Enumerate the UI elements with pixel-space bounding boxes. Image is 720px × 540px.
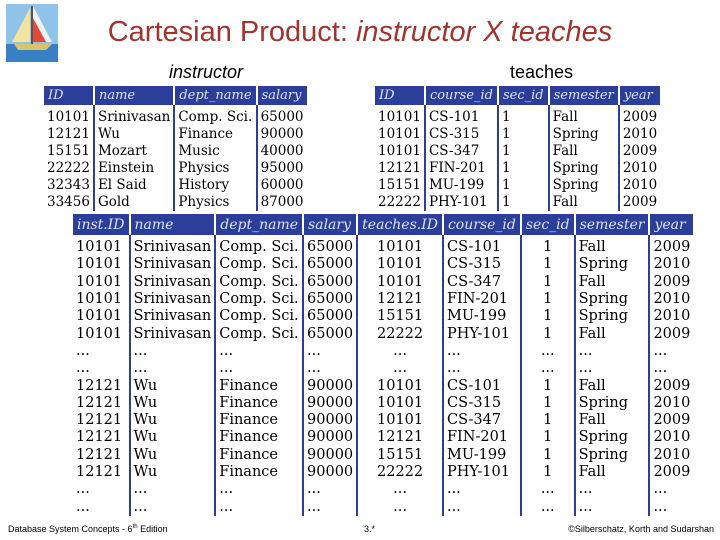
table-cell: 12121 [358, 291, 444, 308]
column-header: semester [550, 86, 620, 105]
table-cell: 22222 [358, 325, 444, 342]
table-cell: ... [653, 498, 668, 515]
table-cell: Spring [550, 177, 620, 194]
table-cell: Mozart [95, 143, 175, 160]
table-cell: Spring [576, 256, 651, 273]
table-cell: Comp. Sci. [216, 325, 304, 342]
table-cell: ... [444, 343, 522, 360]
table-row [73, 481, 693, 498]
table-cell: Spring [576, 395, 651, 412]
table-cell: 10101 [73, 308, 131, 325]
table-cell: Spring [550, 160, 620, 177]
table-cell: ... [576, 481, 651, 498]
table-cell: 15151 [375, 177, 426, 194]
table-cell: Srinivasan [95, 109, 175, 126]
table-cell: 90000 [304, 395, 358, 412]
table-cell: 2010 [653, 446, 691, 463]
table-cell: 2009 [653, 273, 691, 290]
table-row [73, 447, 693, 464]
table-cell: ... [131, 498, 217, 515]
table-cell: 10101 [358, 395, 444, 412]
slide-number: 3.* [364, 524, 376, 534]
table-cell: 10101 [358, 239, 444, 256]
table-cell: 2010 [653, 429, 691, 446]
table-cell: 10101 [375, 143, 426, 160]
table-cell: ... [358, 343, 444, 360]
table-cell: 2009 [653, 239, 691, 256]
table-cell: ... [131, 360, 217, 377]
table-cell: ... [444, 498, 522, 515]
table-cell: CS-101 [444, 377, 522, 394]
table-cell: 1 [522, 429, 576, 446]
table-cell: ... [73, 360, 131, 377]
table-cell: 1 [499, 126, 550, 143]
table-cell: Srinivasan [131, 256, 217, 273]
table-row [73, 291, 693, 308]
table-cell: 90000 [304, 447, 358, 464]
table-cell: CS-347 [444, 412, 522, 429]
table-cell: 1 [499, 194, 550, 211]
table-cell: 2009 [653, 464, 691, 480]
table-cell: ... [522, 360, 576, 377]
table-cell: Fall [550, 194, 620, 211]
table-row [44, 177, 307, 194]
teaches-table [375, 86, 675, 210]
table-cell: 12121 [44, 126, 95, 143]
table-cell: 1 [522, 377, 576, 394]
slide-title [0, 16, 720, 49]
table-cell: 12121 [375, 160, 426, 177]
table-cell: Comp. Sci. [216, 308, 304, 325]
table-cell: 10101 [375, 109, 426, 126]
table-cell: History [175, 177, 257, 194]
table-cell: 15151 [358, 308, 444, 325]
title-expression: instructor X teaches [355, 16, 613, 48]
table-cell: ... [131, 481, 217, 498]
table-cell: El Said [95, 177, 175, 194]
table-cell: 90000 [304, 377, 358, 394]
table-cell: Wu [131, 464, 217, 481]
footer-copyright: ©Silberschatz, Korth and Sudarshan [568, 524, 714, 534]
column-header: teaches.ID [358, 214, 444, 235]
table-cell: 10101 [73, 325, 131, 342]
table-cell: 2010 [653, 256, 691, 273]
table-cell: 90000 [304, 429, 358, 446]
footer-book-suffix: Edition [137, 524, 168, 534]
table-row [73, 325, 693, 342]
title-prefix: Cartesian Product: [107, 16, 356, 48]
table-cell: Srinivasan [131, 325, 217, 342]
column-header: name [131, 214, 217, 235]
table-cell: 10101 [44, 109, 95, 126]
table-cell: Comp. Sci. [216, 291, 304, 308]
table-cell: ... [304, 498, 358, 515]
table-cell: 87000 [260, 194, 304, 210]
table-row [73, 412, 693, 429]
table-cell: 1 [499, 177, 550, 194]
table-cell: 10101 [375, 126, 426, 143]
table-cell: PHY-101 [444, 464, 522, 481]
table-cell: Srinivasan [131, 274, 217, 291]
table-cell: ... [73, 498, 131, 515]
table-cell: 1 [522, 325, 576, 342]
table-cell: Fall [576, 377, 651, 394]
footer-book-sup: th [132, 524, 138, 530]
table-cell: Finance [175, 126, 257, 143]
column-header: semester [576, 214, 651, 235]
table-row [73, 429, 693, 446]
table-cell: Fall [576, 239, 651, 256]
table-cell: PHY-101 [444, 325, 522, 342]
table-cell: ... [653, 342, 668, 359]
table-cell: 2009 [622, 143, 658, 159]
table-cell: 12121 [358, 429, 444, 446]
table-cell: ... [73, 343, 131, 360]
table-cell: CS-101 [444, 239, 522, 256]
table-cell: 40000 [260, 143, 304, 159]
table-cell: 22222 [375, 194, 426, 211]
table-cell: ... [216, 498, 304, 515]
table-cell: Spring [576, 429, 651, 446]
instructor-caption: instructor [169, 62, 244, 82]
table-cell: 1 [522, 308, 576, 325]
table-cell: Physics [175, 160, 257, 177]
column-header: course_id [444, 214, 522, 235]
table-cell: Comp. Sci. [175, 109, 257, 126]
table-cell: CS-347 [426, 143, 499, 160]
table-cell: 1 [499, 109, 550, 126]
table-cell: Gold [95, 194, 175, 211]
table-row [44, 143, 307, 160]
table-cell: 2010 [653, 291, 691, 308]
column-header: salary [258, 86, 307, 105]
table-cell: Wu [131, 412, 217, 429]
table-cell: CS-315 [444, 256, 522, 273]
table-cell: 22222 [358, 464, 444, 481]
table-cell: Wu [131, 377, 217, 394]
table-cell: ... [444, 360, 522, 377]
table-row [44, 194, 307, 211]
header-row [73, 214, 693, 235]
table-cell: 2009 [622, 109, 658, 125]
table-cell: ... [216, 360, 304, 377]
table-cell: Finance [216, 395, 304, 412]
table-cell: 2010 [653, 394, 691, 411]
table-cell: 10101 [358, 274, 444, 291]
header-row [44, 86, 307, 105]
table-cell: 12121 [73, 464, 131, 481]
table-cell: 10101 [73, 291, 131, 308]
header-row [375, 86, 660, 105]
table-cell: ... [216, 343, 304, 360]
table-cell: 2010 [653, 308, 691, 325]
table-row [73, 377, 693, 394]
table-cell: 65000 [304, 239, 358, 256]
table-cell: 2009 [653, 412, 691, 429]
table-cell: ... [522, 498, 576, 515]
table-row [375, 109, 660, 126]
column-header: sec_id [522, 214, 576, 235]
table-cell: 10101 [358, 412, 444, 429]
table-row [73, 274, 693, 291]
table-cell: PHY-101 [426, 194, 499, 211]
table-cell: 12121 [73, 395, 131, 412]
table-row [73, 464, 693, 481]
table-cell: 12121 [73, 377, 131, 394]
table-cell: 2009 [653, 377, 691, 394]
table-row [73, 256, 693, 273]
table-cell: ... [522, 343, 576, 360]
table-cell: ... [304, 360, 358, 377]
table-cell: 90000 [260, 126, 304, 142]
column-header: ID [44, 86, 95, 105]
table-cell: 33456 [44, 194, 95, 211]
table-row [73, 343, 693, 360]
table-cell: 22222 [44, 160, 95, 177]
table-cell: Srinivasan [131, 239, 217, 256]
instructor-table [44, 86, 346, 210]
table-cell: 10101 [358, 256, 444, 273]
table-cell: 12121 [73, 429, 131, 446]
table-cell: Finance [216, 412, 304, 429]
table-row [44, 109, 307, 126]
table-row [44, 126, 307, 143]
table-cell: 1 [522, 239, 576, 256]
table-row [73, 498, 693, 515]
table-cell: Spring [576, 308, 651, 325]
table-row [73, 239, 693, 256]
table-cell: 12121 [73, 412, 131, 429]
table-cell: ... [131, 343, 217, 360]
table-cell: MU-199 [444, 308, 522, 325]
table-cell: CS-315 [426, 126, 499, 143]
column-header: course_id [426, 86, 499, 105]
footer-book-prefix: Database System Concepts - 6 [8, 524, 133, 534]
table-cell: Comp. Sci. [216, 239, 304, 256]
table-cell: 95000 [260, 160, 304, 176]
table-cell: Fall [576, 274, 651, 291]
table-cell: ... [216, 481, 304, 498]
table-cell: ... [576, 343, 651, 360]
table-cell: ... [73, 481, 131, 498]
table-cell: 1 [499, 143, 550, 160]
table-cell: FIN-201 [426, 160, 499, 177]
table-cell: Spring [550, 126, 620, 143]
table-row [44, 160, 307, 177]
table-cell: FIN-201 [444, 291, 522, 308]
table-cell: Fall [576, 412, 651, 429]
table-cell: ... [522, 481, 576, 498]
table-row [73, 308, 693, 325]
table-cell: 10101 [73, 256, 131, 273]
table-cell: ... [653, 360, 668, 377]
column-header: year [650, 214, 693, 235]
teaches-caption: teaches [510, 62, 574, 82]
table-cell: 2010 [622, 126, 658, 142]
table-cell: 1 [522, 291, 576, 308]
table-cell: 12121 [73, 447, 131, 464]
table-row [73, 395, 693, 412]
column-header: year [620, 86, 660, 105]
table-cell: Comp. Sci. [216, 256, 304, 273]
table-cell: Wu [131, 429, 217, 446]
product-table [73, 214, 691, 520]
table-row [375, 177, 660, 194]
table-cell: Srinivasan [131, 308, 217, 325]
table-cell: 1 [522, 256, 576, 273]
table-cell: 65000 [304, 291, 358, 308]
table-cell: 65000 [260, 109, 304, 125]
table-cell: Einstein [95, 160, 175, 177]
table-cell: 10101 [73, 239, 131, 256]
table-cell: Music [175, 143, 257, 160]
table-cell: ... [358, 360, 444, 377]
table-cell: FIN-201 [444, 429, 522, 446]
table-cell: MU-199 [444, 447, 522, 464]
table-cell: Wu [131, 447, 217, 464]
table-cell: Finance [216, 447, 304, 464]
table-cell: MU-199 [426, 177, 499, 194]
table-cell: Fall [550, 109, 620, 126]
table-cell: ... [653, 481, 668, 498]
table-cell: Physics [175, 194, 257, 211]
footer-book [8, 524, 168, 534]
table-cell: 10101 [358, 377, 444, 394]
table-cell: ... [576, 360, 651, 377]
table-cell: CS-347 [444, 274, 522, 291]
table-cell: Fall [576, 464, 651, 481]
table-cell: ... [576, 498, 651, 515]
table-cell: 2010 [622, 177, 658, 193]
table-cell: 15151 [44, 143, 95, 160]
table-cell: Wu [131, 395, 217, 412]
table-cell: Srinivasan [131, 291, 217, 308]
table-cell: ... [358, 481, 444, 498]
table-cell: 65000 [304, 274, 358, 291]
table-cell: Comp. Sci. [216, 274, 304, 291]
table-row [375, 126, 660, 143]
table-cell: Spring [576, 447, 651, 464]
table-cell: 1 [499, 160, 550, 177]
table-row [375, 194, 660, 211]
table-cell: ... [444, 481, 522, 498]
table-cell: 1 [522, 395, 576, 412]
column-header: salary [304, 214, 358, 235]
table-cell: 65000 [304, 256, 358, 273]
table-cell: CS-101 [426, 109, 499, 126]
table-cell: 2010 [622, 160, 658, 176]
table-cell: 10101 [73, 274, 131, 291]
column-header: inst.ID [73, 214, 131, 235]
table-cell: Finance [216, 377, 304, 394]
table-cell: 32343 [44, 177, 95, 194]
table-cell: 2009 [653, 325, 691, 342]
table-cell: 65000 [304, 308, 358, 325]
table-cell: 2009 [622, 194, 658, 210]
table-cell: ... [358, 498, 444, 515]
table-cell: 1 [522, 274, 576, 291]
table-cell: 90000 [304, 412, 358, 429]
table-cell: Spring [576, 291, 651, 308]
table-row [73, 360, 693, 377]
table-row [375, 143, 660, 160]
table-cell: Fall [550, 143, 620, 160]
table-cell: 1 [522, 447, 576, 464]
table-cell: 60000 [260, 177, 304, 193]
table-cell: Wu [95, 126, 175, 143]
table-cell: 15151 [358, 447, 444, 464]
column-header: dept_name [175, 86, 257, 105]
table-cell: 65000 [304, 325, 358, 342]
column-header: sec_id [499, 86, 550, 105]
table-row [375, 160, 660, 177]
table-cell: ... [304, 343, 358, 360]
table-cell: Finance [216, 464, 304, 481]
table-cell: Finance [216, 429, 304, 446]
table-cell: CS-315 [444, 395, 522, 412]
table-cell: 1 [522, 464, 576, 481]
table-cell: 90000 [304, 464, 358, 481]
table-cell: Fall [576, 325, 651, 342]
column-header: ID [375, 86, 426, 105]
table-cell: 1 [522, 412, 576, 429]
column-header: dept_name [216, 214, 304, 235]
table-cell: ... [304, 481, 358, 498]
column-header: name [95, 86, 175, 105]
